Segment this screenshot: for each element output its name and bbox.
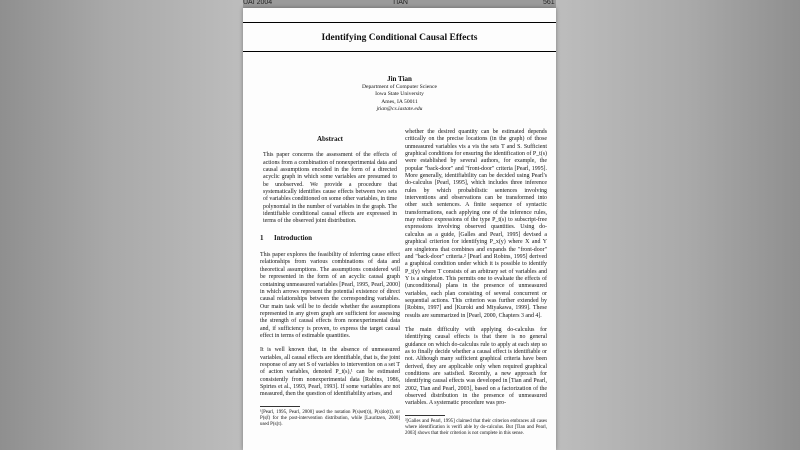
right-background <box>556 0 800 450</box>
section-number: 1 <box>260 233 264 242</box>
title-bottom-rule <box>243 51 556 52</box>
intro-paragraph-2: It is well known that, in the absence of unmeasured variables, all causal effects are identifiable, that is, the joint response of any set S of variables to intervention on a set T of action variables, denoted P_t(s),¹ can be estimated consistently from nonexperimental data [Robins, 1986, Spirtes et al., 1993, Pearl, 1993]. If some variables are not measured, then the question of identifiability arises, and <box>260 347 400 398</box>
author-name: Jin Tian <box>387 75 412 83</box>
left-column <box>260 136 400 428</box>
paper-page <box>243 8 556 450</box>
body-paragraph-continued: whether the desired quantity can be estimated depends critically on the precise locations (in the graph) of those unmeasured variables vis a vis the sets T and S. Sufficient graphical conditions for ensuring the identification of P_t(s) were established by several authors, for example, the popular "back-door" and "front-door" criteria [Pearl, 1995]. More generally, identifiability can be decided using Pearl's do-calculus [Pearl, 1995], which includes three inference rules by which probabilistic sentences involving interventions and observations can be transformed into other such sentences. A finite sequence of syntactic transformations, each applying one of the inference rules, may reduce expressions of the type P_t(s) to subscript-free expressions involving observed quantities. Using do-calculus as a guide, [Galles and Pearl, 1995] devised a graphical criterion for identifying P_x(y) where X and Y are singletons that combines and expands the "front-door" and "back-door" criteria.² [Pearl and Robins, 1995] derived a graphical condition under which it is possible to identify P_t(y) where T consists of an arbitrary set of variables and Y is a singleton. This permits one to evaluate the effects of (unconditional) plans in the presence of unmeasured variables, each plan consisting of several concurrent or sequential actions. This criterion was further extended by [Robins, 1997] and [Kuroki and Miyakawa, 1999]. These results are summarized in [Pearl, 2000, Chapters 3 and 4]. <box>405 129 547 319</box>
footnote-rule <box>260 406 300 407</box>
section-heading <box>260 235 400 242</box>
body-paragraph-difficulty: The main difficulty with applying do-calculus for identifying causal effects is that there is no general guidance on which do-calculus rule to apply at each step so as to finally decide whether a causal effect is identifiable or not. Although many sufficient graphical criteria have been derived, they are applicable only when required graphical conditions are satisfied. Recently, a new approach for identifying causal effects was developed in [Tian and Pearl, 2002, Tian and Pearl, 2003], based on a factorization of the observed distribution in the presence of unmeasured variables. A systematic procedure was pro- <box>405 326 547 407</box>
footnote-rule <box>405 415 445 416</box>
author-block <box>243 76 556 114</box>
running-head-author: TIAN <box>392 0 408 6</box>
running-head-page-number: 561 <box>543 0 555 6</box>
paper-title: Identifying Conditional Causal Effects <box>321 33 478 43</box>
author-city: Ames, IA 50011 <box>381 98 418 105</box>
abstract-body: This paper concerns the assessment of the effects of actions from a combination of nonexperimental data and causal assumptions encoded in the form of a directed acyclic graph in which some variables are presumed to be unobserved. We provide a procedure that systematically identifies cause effects between two sets of variables conditioned on some other variables, in time polynomial in the number of variables in the graph. The identifiable conditional causal effects are expressed in terms of the observed joint distribution. <box>263 152 397 225</box>
left-background <box>0 0 243 450</box>
footnote-1: ¹[Pearl, 1995, Pearl, 2000] used the notation P(s|set(t)), P(s|do(t)), or P(s|t̂) for the post-intervention distribution, while [Lauritzen, 2000] used P(s||t). <box>260 409 400 427</box>
author-email: jtian@cs.iastate.edu <box>376 106 423 112</box>
footnote-2: ²[Galles and Pearl, 1995] claimed that their criterion embraces all cases where identification is verifi able by do-calculus. But [Tian and Pearl, 2003] shows that their criterion is not complete in this sense. <box>405 418 547 436</box>
author-university: Iowa State University <box>375 91 424 97</box>
abstract-heading: Abstract <box>316 135 344 143</box>
author-department: Department of Computer Science <box>361 83 438 90</box>
running-head-venue: UAI 2004 <box>243 0 273 6</box>
running-head <box>0 0 800 8</box>
title-top-rule <box>243 22 556 23</box>
intro-paragraph-1: This paper explores the feasibility of inferring cause effect relationships from various combinations of data and theoretical assumptions. The assumptions considered will be represented in the form of an acyclic causal graph containing unmeasured variables [Pearl, 1995, Pearl, 2000] in which arrows represent the potential existence of direct causal relationships between the corresponding variables. Our main task will be to decide whether the assumptions represented in any given graph are sufficient for assessing the strength of causal effects from nonexperimental data and, if sufficiency is proven, to express the target causal effect in terms of estimable quantities. <box>260 252 400 339</box>
right-column <box>405 129 547 437</box>
section-title: Introduction <box>274 233 312 242</box>
